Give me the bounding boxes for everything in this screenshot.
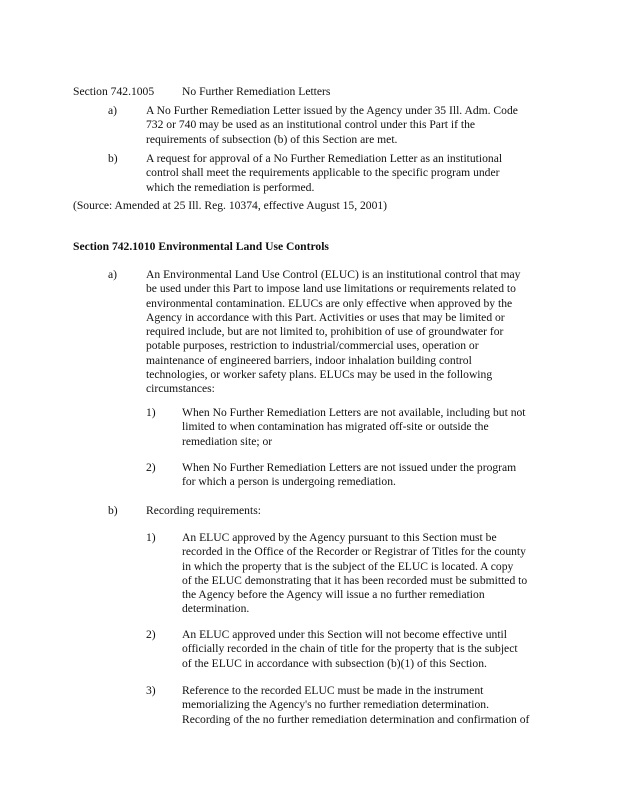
text-line: An ELUC approved under this Section will not become effective until <box>182 628 507 641</box>
text-line: required include, but are not limited to, prohibition of use of groundwater for <box>146 325 504 339</box>
text-line: requirements of subsection (b) of this Section are met. <box>146 132 398 146</box>
text-line: environmental contamination. ELUCs are only effective when approved by the <box>146 296 513 310</box>
sec1005-a-label: a) <box>108 104 118 117</box>
sec1005-b-text <box>146 152 502 195</box>
text-line: technologies, or worker safety plans. ELUCs may be used in the following <box>146 368 493 382</box>
sec1010-b2-text <box>182 628 518 671</box>
text-line: the Agency before the Agency will issue a no further remediation <box>182 588 485 602</box>
section-1005-title: No Further Remediation Letters <box>182 85 331 98</box>
text-line: Reference to the recorded ELUC must be made in the instrument <box>182 684 484 697</box>
text-line: An Environmental Land Use Control (ELUC) is an institutional control that may <box>146 268 521 281</box>
section-1005-number: Section 742.1005 <box>73 85 155 98</box>
sec1010-a-label: a) <box>108 268 118 281</box>
sec1005-b-label: b) <box>108 152 118 165</box>
text-line: remediation site; or <box>182 434 273 448</box>
sec1010-a2-text <box>182 461 516 490</box>
text-line: circumstances: <box>146 382 215 396</box>
sec1005-source-note: (Source: Amended at 25 Ill. Reg. 10374, effective August 15, 2001) <box>73 199 388 212</box>
sec1010-b2-label: 2) <box>146 628 156 641</box>
text-line: determination. <box>182 602 250 616</box>
text-line: Recording of the no further remediation determination and confirmation of <box>182 712 530 726</box>
text-line: in which the property that is the subject of the ELUC is located. A copy <box>182 559 514 573</box>
sec1010-b1-text <box>182 531 527 617</box>
sec1010-b-text: Recording requirements: <box>146 504 261 517</box>
text-line: memorializing the Agency's no further remediation determination. <box>182 698 489 712</box>
sec1005-a-text <box>146 104 518 147</box>
text-line: control shall meet the requirements applicable to the specific program under <box>146 166 500 180</box>
text-line: of the ELUC demonstrating that it has been recorded must be submitted to <box>182 573 528 587</box>
text-line: A request for approval of a No Further Remediation Letter as an institutional <box>146 152 503 165</box>
sec1010-a2-label: 2) <box>146 461 156 474</box>
text-line: A No Further Remediation Letter issued by the Agency under 35 Ill. Adm. Code <box>146 104 518 117</box>
sec1010-b3-text <box>182 684 529 727</box>
text-line: of the ELUC in accordance with subsection (b)(1) of this Section. <box>182 656 487 670</box>
sec1010-a1-text <box>182 406 526 449</box>
sec1010-a-text <box>146 268 520 397</box>
text-line: recorded in the Office of the Recorder or Registrar of Titles for the county <box>182 545 526 559</box>
sec1010-a1-label: 1) <box>146 406 156 419</box>
text-line: limited to when contamination has migrated off-site or outside the <box>182 420 489 434</box>
text-line: officially recorded in the chain of title for the property that is the subject <box>182 642 518 656</box>
text-line: maintenance of engineered barriers, indoor inhalation building control <box>146 353 472 367</box>
text-line: An ELUC approved by the Agency pursuant to this Section must be <box>182 531 497 544</box>
sec1010-b-label: b) <box>108 504 118 517</box>
text-line: potable purposes, restriction to industrial/commercial uses, operation or <box>146 339 479 353</box>
text-line: be used under this Part to impose land use limitations or requirements related to <box>146 282 516 296</box>
text-line: Agency in accordance with this Part. Activities or uses that may be limited or <box>146 310 505 324</box>
text-line: When No Further Remediation Letters are not issued under the program <box>182 461 517 474</box>
text-line: 732 or 740 may be used as an institutional control under this Part if the <box>146 118 476 132</box>
section-1010-heading: Section 742.1010 Environmental Land Use Controls <box>73 240 329 253</box>
text-line: for which a person is undergoing remediation. <box>182 475 396 489</box>
text-line: When No Further Remediation Letters are not available, including but not <box>182 406 526 419</box>
text-line: which the remediation is performed. <box>146 180 315 194</box>
sec1010-b3-label: 3) <box>146 684 156 697</box>
sec1010-b1-label: 1) <box>146 531 156 544</box>
